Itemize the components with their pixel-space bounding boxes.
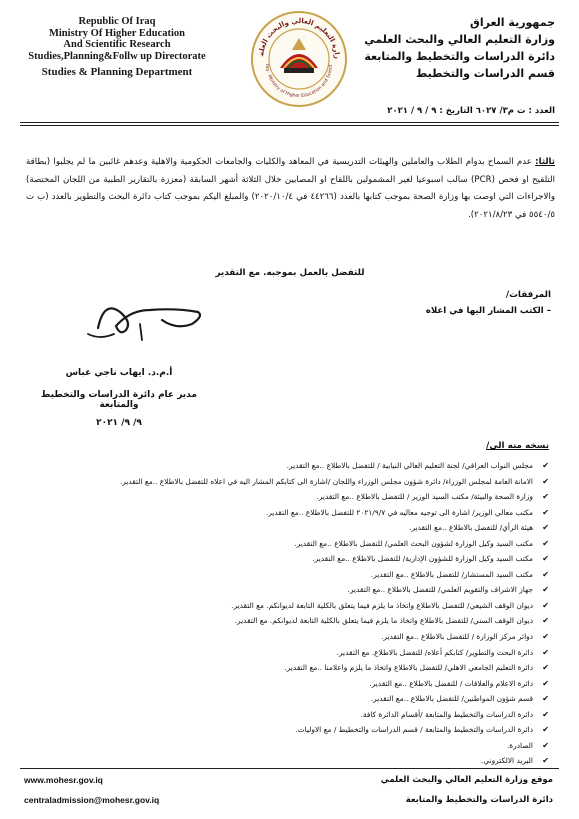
copy-recipient: ✔ الصادرة.	[36, 738, 549, 754]
copy-recipient: ✔ دوائر مركز الوزارة / للتفضل بالاطلاع ..مع التقدير.	[36, 629, 549, 645]
copies-list	[36, 458, 549, 769]
en-header-line-3: And Scientific Research	[63, 39, 171, 50]
copy-recipient: ✔ الامانة العامة لمجلس الوزراء/ دائرة شؤون مجلس الوزراء واللجان /اشارة الى كتابكم المشار اليه في اعلاه للتفضل بالاطلاع ..مع التقدير.	[36, 474, 549, 490]
english-letterhead	[22, 16, 212, 79]
footer-divider	[20, 768, 559, 769]
footer-arabic-line-2: دائرة الدراسات والتخطيط والمتابعة	[405, 795, 553, 805]
paragraph-text: عدم السماح بدوام الطلاب والعاملين والهيئات التدريسية في المعاهد والكليات والجامعات الحكومية والاهلية وعدهم غائبين ما لم يجلبوا (بطاقة التلقيح او فحص (PCR) سالب اسبوعيا لغير المشمولين باللقاح او المصابين خلال الثلاثة أشهر السابقة (معززة بالتقارير الطبية من اللجان المختصة) والاجراءات التي اوصت بها وزارة الصحة بموجب كتابها بالعدد (٤٤٢٦٦ في ٢٠٢٠/١٠/٤) والمبلغ اليكم بموجب كتاب دائرة البحث والتطوير بالعدد (ب ت ٥٥٤٠/٥ في ٢٠٢١/٨/٢٣).	[26, 157, 556, 220]
copy-recipient: ✔ دائرة الاعلام والعلاقات / للتفضل بالاطلاع ..مع التقدير.	[36, 676, 549, 692]
signature-date: ٩/ ٩/ ٢٠٢١	[96, 418, 142, 428]
copy-recipient: ✔ مكتب السيد وكيل الوزارة لشؤون البحث العلمي/ للتفضل بالاطلاع ..مع التقدير.	[36, 536, 549, 552]
copy-recipient: ✔ وزارة الصحة والبيئة/ مكتب السيد الوزير / للتفضل بالاطلاع ..مع التقدير.	[36, 489, 549, 505]
en-department: Studies & Planning Department	[41, 66, 193, 78]
copy-recipient: ✔ مكتب السيد وكيل الوزارة للشؤون الإدارية/ للتفضل بالاطلاع ..مع التقدير.	[36, 551, 549, 567]
footer-email-link[interactable]: centraladmission@mohesr.gov.iq	[24, 795, 160, 805]
attachments-item: – الكتب المشار اليها في اعلاه	[425, 306, 551, 316]
copy-recipient: ✔ مكتب السيد المستشار/ للتفضل بالاطلاع ..مع التقدير.	[36, 567, 549, 583]
attachments-title: المرفقات/	[505, 290, 551, 300]
paragraph-label: ثالثا:	[535, 157, 556, 167]
header-divider	[20, 122, 559, 123]
body-paragraph	[26, 154, 555, 224]
copy-recipient: ✔ دائرة البحث والتطوير/ كتابكم أعلاه/ للتفضل بالاطلاع. مع التقدير.	[36, 645, 549, 661]
copy-recipient: ✔ ديوان الوقف الشيعي/ للتفضل بالاطلاع واتخاذ ما يلزم فيما يتعلق بالكلية التابعة لديوانكم. مع التقدير.	[36, 598, 549, 614]
copy-recipient: ✔ دائرة التعليم الجامعي الاهلي/ للتفضل بالاطلاع واتخاذ ما يلزم واعلامنا ..مع التقدير.	[36, 660, 549, 676]
copies-title: نسخه منه الى/	[486, 441, 549, 451]
copy-recipient: ✔ دائرة الدراسات والتخطيط والمتابعة /أقسام الدائرة كافة.	[36, 707, 549, 723]
handwritten-signature	[80, 290, 210, 348]
footer-website-link[interactable]: www.mohesr.gov.iq	[24, 775, 103, 785]
copy-recipient: ✔ مجلس النواب العراقي/ لجنة التعليم العالي النيابية / للتفضل بالاطلاع ..مع التقدير.	[36, 458, 549, 474]
ar-header-line-3: دائرة الدراسات والتخطيط والمتابعة	[364, 50, 555, 63]
en-header-line-1: Republic Of Iraq	[78, 16, 156, 27]
copy-recipient: ✔ قسم شؤون المواطنين/ للتفضل بالاطلاع ..مع التقدير.	[36, 691, 549, 707]
copy-recipient: ✔ هيئة الرأي/ للتفضل بالاطلاع ..مع التقدير.	[36, 520, 549, 536]
en-header-line-4: Studies,Planning&Follw up Directorate	[28, 50, 206, 62]
signatory-title: مدير عام دائرة الدراسات والتخطيط والمتابعة	[41, 390, 197, 410]
copy-recipient: ✔ مكتب معالي الوزير/ اشارة الى توجيه معاليه في ٢٠٢١/٩/٧ للتفضل بالاطلاع ..مع التقدير.	[36, 505, 549, 521]
copy-recipient: ✔ جهاز الاشراف والتقويم العلمي/ للتفضل بالاطلاع ..مع التقدير.	[36, 582, 549, 598]
ar-header-line-4: قسم الدراسات والتخطيط	[415, 67, 555, 80]
header-divider-2	[20, 125, 559, 126]
arabic-letterhead	[355, 14, 555, 82]
closing-thanks: للتفضل بالعمل بموجبه. مع التقدير	[215, 268, 365, 278]
ministry-logo-seal	[250, 10, 348, 108]
en-header-line-2: Ministry Of Higher Education	[48, 27, 186, 39]
ar-header-line-2: وزارة التعليم العالي والبحث العلمي	[364, 33, 555, 46]
footer-arabic-line-1: موقع وزارة التعليم العالي والبحث العلمي	[380, 775, 553, 785]
copy-recipient: ✔ دائرة الدراسات والتخطيط والمتابعة / قسم الدراسات والتخطيط / مع الاوليات.	[36, 722, 549, 738]
ar-header-line-1: جمهورية العراق	[470, 16, 555, 29]
logo-english-text: raq · Ministry of Higher Education and Scient	[263, 63, 335, 100]
copy-recipient: ✔ البريد الالكتروني.	[36, 753, 549, 769]
signatory-name: أ.م.د. ايهاب ناجي عباس	[65, 368, 173, 378]
logo-arabic-text: زارة التعليم العالي والبحث العلم	[257, 16, 342, 60]
reference-number-date: العدد : ت م٣/ ٦٠٢٧ التاريخ : ٩ / ٩ / ٢٠٢١	[387, 106, 555, 116]
copy-recipient: ✔ ديوان الوقف السني/ للتفضل بالاطلاع واتخاذ ما يلزم فيما يتعلق بالكلية التابعة لديوانكم. مع التقدير.	[36, 613, 549, 629]
